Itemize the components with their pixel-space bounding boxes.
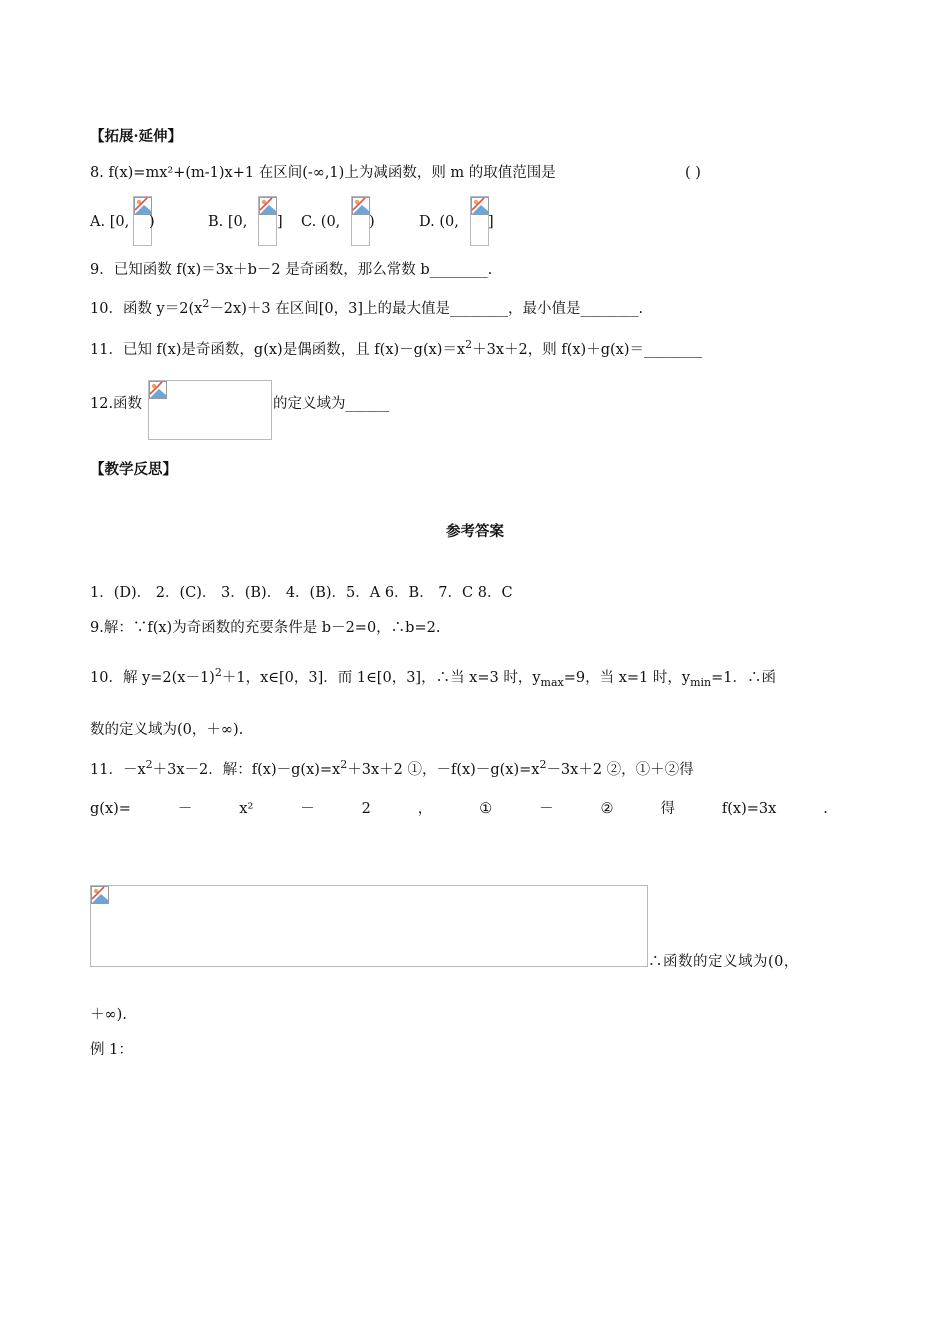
section-extend: 【拓展·延伸】 (90, 128, 183, 145)
broken-image-icon (259, 197, 277, 215)
answer-12-tail: ∴函数的定义域为(0， (648, 954, 799, 970)
question-10: 10．函数 $y=2(x^2-2x)+3$ 在区间[0，3]上的最大值是________，最小值是________. (90, 297, 644, 317)
answer-12-line2: ＋∞). (90, 1007, 127, 1023)
answers-title: 参考答案 (446, 523, 504, 540)
broken-image-icon (471, 197, 489, 215)
option-a: A. [0, (90, 214, 130, 230)
answer-1-8: 1．(D)． 2．(C)． 3．(B)． 4．(B)．5．A 6．B． 7．C 8．C (90, 585, 513, 601)
section-reflect: 【教学反思】 (90, 461, 177, 478)
answer-9: 9.解：∵f(x)为奇函数的充要条件是 b－2=0，∴b=2. (90, 620, 441, 636)
answer-10: 10．解 $y=2(x-1)^2+1$，x∈[0，3]．而 1∈[0，3]，∴当 x=3 时，$y_{max}=9$，当 x=1 时，$y_{min}=1$．∴函 (90, 666, 777, 689)
question-12-prefix: 12.函数 (90, 396, 143, 412)
option-c: C. (0, (301, 214, 341, 230)
document-page: 【拓展·延伸】 8. f(x)=mx²+(m-1)x+1 在区间(-∞,1)上为减函数，则 m 的取值范围是 ( ) A. [0, ) B. [0, ] C. (0, ) D. (0, ] 9．已知函数 f(x)＝3x＋b－2 是奇函数，那么常数 b________. 10．函数 $y=2(x^2-2x)+3$ 在区间[0，3]上的最大值是________，最小值是________. 11．已知 f(x)是奇函数，g(x)是偶函数，且 $f(x)-g(x)=x^2+3x+2$，则 f(x)＋g(x)＝________ 12.函数 的定义域为______ 【教学反思】 参考答案 1．(D)． 2．(C)． 3．(B)． 4．(B)．5．A 6．B． 7．C 8．C 9.解：∵f(x)为奇函数的充要条件是 b－2=0，∴b=2. 10．解 $y=2(x-1)^2+1$，x∈[0，3]．而 1∈[0，3]，∴当 x=3 时，$y_{max}=9$，当 x=1 时，$y_{min}=1$．∴函 数的定义域为(0，＋∞). 11．$-x^2+3x-2$．解：$f(x)-g(x)=x^2+3x+2$ ①，$-f(x)-g(x)=x^2-3x+2$ ②，①＋②得 g(x)= － x² － 2 ， ① － ② 得 f(x)=3x . ∴函数的定义域为(0， ＋∞). 例 1： (0, 0, 950, 1344)
broken-image-option-c (351, 196, 370, 246)
broken-image-icon (91, 886, 109, 904)
question-12-suffix: 的定义域为______ (273, 396, 389, 412)
broken-image-option-b (258, 196, 277, 246)
example-1-label: 例 1： (90, 1042, 133, 1058)
question-8-paren: ( ) (685, 165, 701, 181)
question-9: 9．已知函数 f(x)＝3x＋b－2 是奇函数，那么常数 b________. (90, 262, 493, 278)
question-8: 8. f(x)=mx²+(m-1)x+1 在区间(-∞,1)上为减函数，则 m 的取值范围是 (90, 165, 556, 181)
answer-11: 11．$-x^2+3x-2$．解：$f(x)-g(x)=x^2+3x+2$ ①，$-f(x)-g(x)=x^2-3x+2$ ②，①＋②得 (90, 758, 694, 778)
answer-10-line2: 数的定义域为(0，＋∞). (90, 722, 244, 738)
broken-image-answer-12 (90, 885, 648, 967)
question-11: 11．已知 f(x)是奇函数，g(x)是偶函数，且 $f(x)-g(x)=x^2+3x+2$，则 f(x)＋g(x)＝________ (90, 338, 702, 358)
option-d: D. (0, (419, 214, 459, 230)
broken-image-icon (149, 381, 167, 399)
broken-image-icon (352, 197, 370, 215)
broken-image-option-d (470, 196, 489, 246)
option-b: B. [0, (208, 214, 248, 230)
broken-image-q12 (148, 380, 272, 440)
answer-11-line2: g(x)= － x² － 2 ， ① － ② 得 f(x)=3x . (90, 801, 828, 817)
